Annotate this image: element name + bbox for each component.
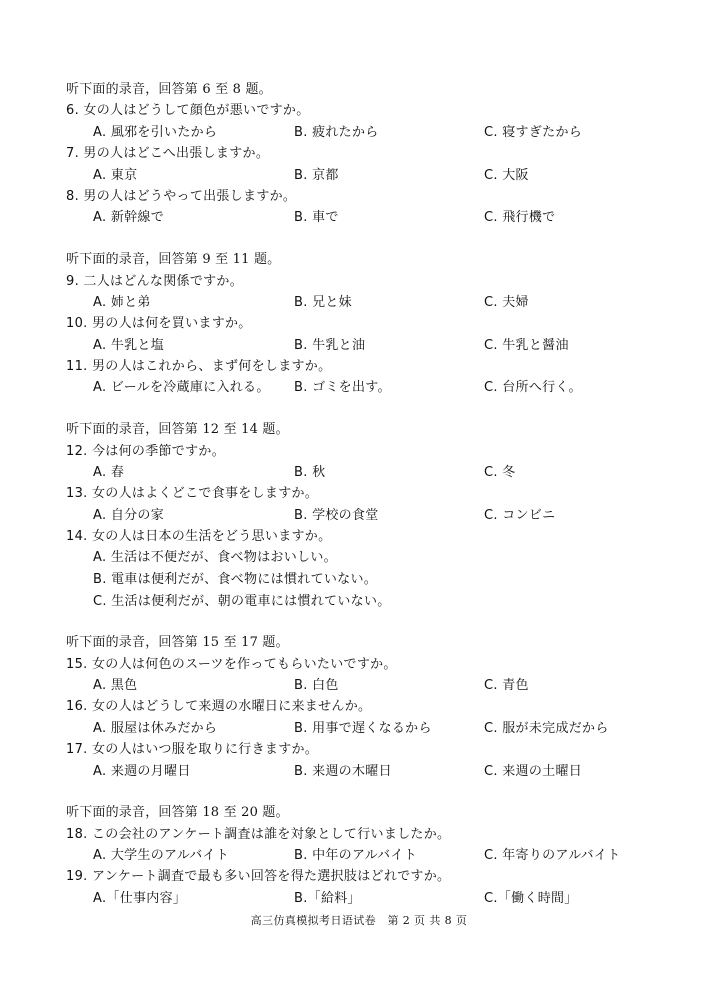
question-15: 15. 女の人は何色のスーツを作ってもらいたいですか。 xyxy=(66,657,397,672)
option-19-a: A.「仕事内容」 xyxy=(93,891,187,906)
question-16: 16. 女の人はどうして来週の水曜日に来ませんか。 xyxy=(66,699,372,714)
option-14-a: A. 生活は不便だが、食べ物はおいしい。 xyxy=(93,550,337,565)
question-18: 18. この会社のアンケート調査は誰を対象として行いましたか。 xyxy=(66,827,451,842)
question-12: 12. 今は何の季節ですか。 xyxy=(66,444,226,459)
question-17: 17. 女の人はいつ服を取りに行きますか。 xyxy=(66,742,319,757)
option-8-a: A. 新幹線で xyxy=(93,210,165,225)
question-6: 6. 女の人はどうして顔色が悪いですか。 xyxy=(66,103,310,118)
option-13-a: A. 自分の家 xyxy=(93,508,165,523)
question-10: 10. 男の人は何を買いますか。 xyxy=(66,316,252,331)
page-footer: 高三仿真模拟考日语试卷 第 2 页 共 8 页 xyxy=(250,914,468,927)
option-11-a: A. ビールを冷蔵庫に入れる。 xyxy=(93,380,270,395)
option-17-a: A. 来週の月曜日 xyxy=(93,764,191,779)
option-14-c: C. 生活は便利だが、朝の電車には慣れていない。 xyxy=(93,594,391,609)
option-6-b: B. 疲れたから xyxy=(294,125,379,140)
option-12-b: B. 秋 xyxy=(294,465,326,480)
option-18-c: C. 年寄りのアルバイト xyxy=(484,848,621,863)
option-10-b: B. 牛乳と油 xyxy=(294,338,366,353)
option-19-b: B.「給料」 xyxy=(294,891,361,906)
option-7-a: A. 東京 xyxy=(93,168,138,183)
question-8: 8. 男の人はどうやって出張しますか。 xyxy=(66,189,297,204)
option-7-c: C. 大阪 xyxy=(484,168,529,183)
option-12-c: C. 冬 xyxy=(484,465,516,480)
section-heading: 听下面的录音，回答第 12 至 14 题。 xyxy=(66,422,289,437)
option-17-b: B. 来週の木曜日 xyxy=(294,764,392,779)
option-8-b: B. 車で xyxy=(294,210,339,225)
option-15-b: B. 白色 xyxy=(294,678,339,693)
option-12-a: A. 春 xyxy=(93,465,125,480)
section-heading: 听下面的录音，回答第 18 至 20 题。 xyxy=(66,805,289,820)
option-14-b: B. 電車は便利だが、食べ物には慣れていない。 xyxy=(93,572,378,587)
option-8-c: C. 飛行機で xyxy=(484,210,556,225)
option-17-c: C. 来週の土曜日 xyxy=(484,764,583,779)
option-10-c: C. 牛乳と醤油 xyxy=(484,338,569,353)
option-16-c: C. 服が未完成だから xyxy=(484,721,609,736)
option-13-c: C. コンビニ xyxy=(484,508,556,523)
option-11-c: C. 台所へ行く。 xyxy=(484,380,582,395)
option-19-c: C.「働く時間」 xyxy=(484,891,578,906)
option-15-a: A. 黒色 xyxy=(93,678,138,693)
option-15-c: C. 青色 xyxy=(484,678,529,693)
option-11-b: B. ゴミを出す。 xyxy=(294,380,391,395)
option-9-b: B. 兄と妹 xyxy=(294,295,352,310)
option-18-b: B. 中年のアルバイト xyxy=(294,848,418,863)
section-heading: 听下面的录音，回答第 9 至 11 题。 xyxy=(66,252,281,267)
option-18-a: A. 大学生のアルバイト xyxy=(93,848,230,863)
question-7: 7. 男の人はどこへ出張しますか。 xyxy=(66,146,270,161)
option-9-c: C. 夫婦 xyxy=(484,295,529,310)
question-9: 9. 二人はどんな関係ですか。 xyxy=(66,274,244,289)
option-6-a: A. 風邪を引いたから xyxy=(93,125,218,140)
option-7-b: B. 京都 xyxy=(294,168,339,183)
option-9-a: A. 姉と弟 xyxy=(93,295,151,310)
option-16-b: B. 用事で遅くなるから xyxy=(294,721,432,736)
section-heading: 听下面的录音，回答第 6 至 8 题。 xyxy=(66,82,272,97)
question-11: 11. 男の人はこれから、まず何をしますか。 xyxy=(66,359,332,374)
option-10-a: A. 牛乳と塩 xyxy=(93,338,165,353)
option-16-a: A. 服屋は休みだから xyxy=(93,721,218,736)
question-14: 14. 女の人は日本の生活をどう思いますか。 xyxy=(66,529,332,544)
option-6-c: C. 寝すぎたから xyxy=(484,125,583,140)
question-19: 19. アンケート調査で最も多い回答を得た選択肢はどれですか。 xyxy=(66,869,451,884)
section-heading: 听下面的录音，回答第 15 至 17 题。 xyxy=(66,635,289,650)
option-13-b: B. 学校の食堂 xyxy=(294,508,379,523)
question-13: 13. 女の人はよくどこで食事をしますか。 xyxy=(66,486,319,501)
